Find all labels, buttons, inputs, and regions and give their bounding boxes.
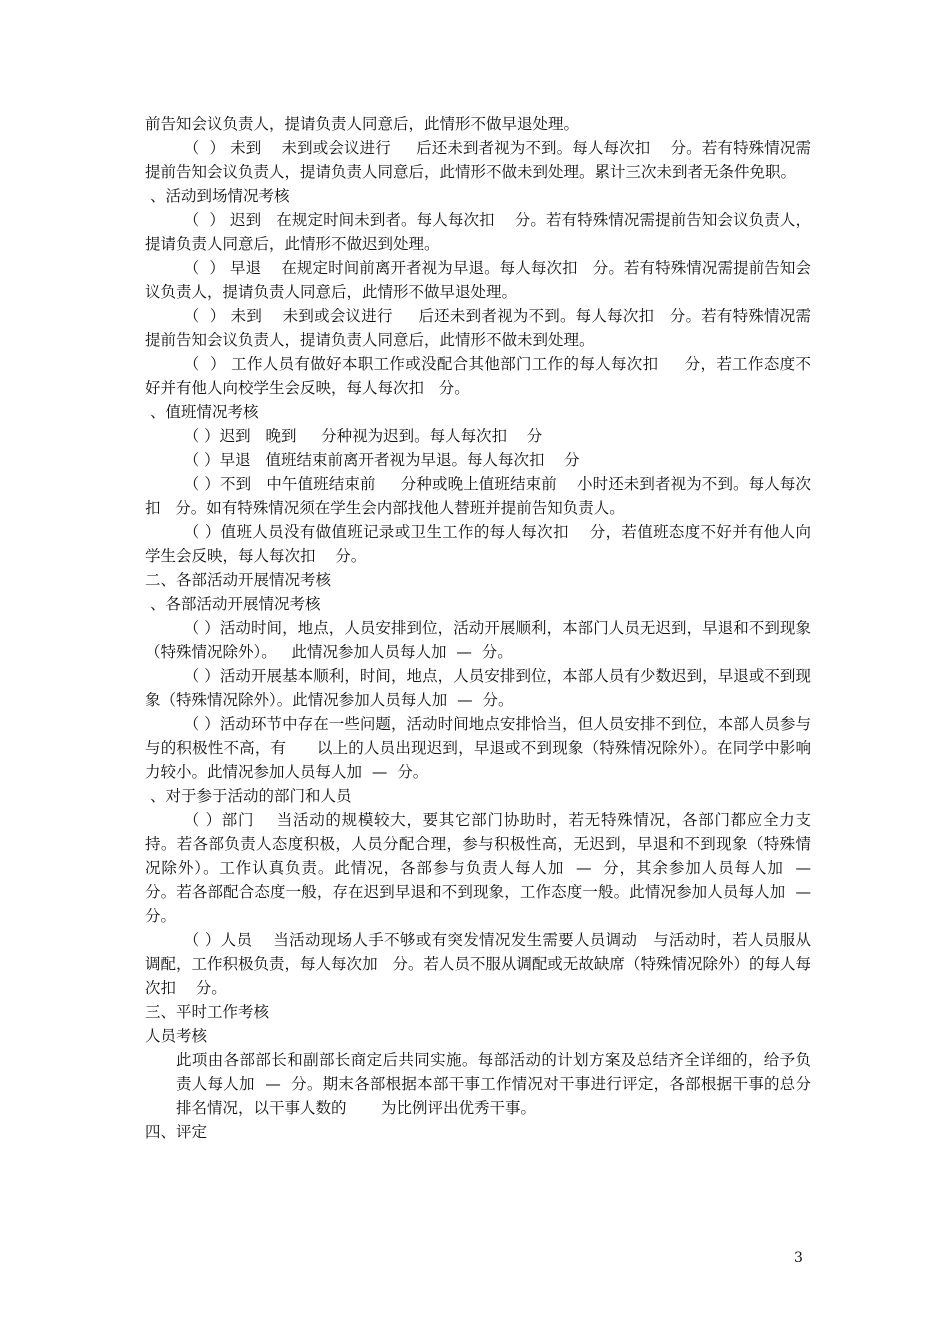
paragraph: （ ） 早退 在规定时间前离开者视为早退。每人每次扣 分。若有特殊情况需提前告知会议负责人，提请负责人同意后，此情形不做早退处理。 <box>145 259 811 301</box>
section-heading: 四、评定 <box>145 1123 208 1141</box>
paragraph: （ ）迟到 晚到 分种视为迟到。每人每次扣 分 <box>183 427 543 445</box>
paragraph: （ ）活动环节中存在一些问题，活动时间地点安排恰当，但人员安排不到位，本部人员参与与的积极性不高，有 以上的人员出现迟到，早退或不到现象（特殊情况除外）。在同学中影响力较小。此情况参加人员每人加 — 分。 <box>145 715 811 781</box>
paragraph: （ ）不到 中午值班结束前 分种或晚上值班结束前 小时还未到者视为不到。每人每次扣 分。如有特殊情况须在学生会内部找他人替班并提前告知负责人。 <box>145 475 811 517</box>
paragraph: （ ）值班人员没有做值班记录或卫生工作的每人每次扣 分，若值班态度不好并有他人向学生会反映，每人每次扣 分。 <box>145 523 811 565</box>
paragraph: （ ）活动时间，地点，人员安排到位，活动开展顺利，本部门人员无迟到，早退和不到现象（特殊情况除外）。 此情况参加人员每人加 — 分。 <box>145 619 811 661</box>
paragraph: 此项由各部部长和副部长商定后共同实施。每部活动的计划方案及总结齐全详细的，给予负责人每人加 — 分。期末各部根据本部干事工作情况对干事进行评定，各部根据干事的总分排名情况，以干事人数的 为比例评出优秀干事。 <box>176 1051 811 1117</box>
section-heading: 三、平时工作考核 <box>145 1003 270 1021</box>
paragraph: （ ）早退 值班结束前离开者视为早退。每人每次扣 分 <box>183 451 580 469</box>
section-heading: 、对于参于活动的部门和人员 <box>145 787 352 805</box>
paragraph: （ ）活动开展基本顺利，时间，地点，人员安排到位，本部人员有少数迟到，早退或不到现象（特殊情况除外）。此情况参加人员每人加 — 分。 <box>145 667 811 709</box>
paragraph: （ ） 工作人员有做好本职工作或没配合其他部门工作的每人每次扣 分，若工作态度不好并有他人向校学生会反映，每人每次扣 分。 <box>145 355 811 397</box>
section-heading: 、活动到场情况考核 <box>145 187 290 205</box>
page-number: 3 <box>794 1250 803 1266</box>
section-heading: 、各部活动开展情况考核 <box>145 595 321 613</box>
section-heading: 人员考核 <box>145 1027 208 1045</box>
paragraph: （ ） 迟到 在规定时间未到者。每人每次扣 分。若有特殊情况需提前告知会议负责人，提请负责人同意后，此情形不做迟到处理。 <box>145 211 811 253</box>
paragraph: （ ） 未到 未到或会议进行 后还未到者视为不到。每人每次扣 分。若有特殊情况需提前告知会议负责人，提请负责人同意后，此情形不做未到处理。 <box>145 307 811 349</box>
document-body <box>145 112 821 1144</box>
section-heading: 二、各部活动开展情况考核 <box>145 571 332 589</box>
paragraph: （ ） 未到 未到或会议进行 后还未到者视为不到。每人每次扣 分。若有特殊情况需提前告知会议负责人，提请负责人同意后，此情形不做未到处理。累计三次未到者无条件免职。 <box>145 139 811 181</box>
section-heading: 、值班情况考核 <box>145 403 259 421</box>
paragraph: （ ）部门 当活动的规模较大，要其它部门协助时，若无特殊情况，各部门都应全力支持。若各部负责人态度积极，人员分配合理，参与积极性高，无迟到，早退和不到现象（特殊情况除外）。工作认真负责。此情况，各部参与负责人每人加 — 分，其余参加人员每人加 — 分。若各部配合态度一般，存在迟到早退和不到现象，工作态度一般。此情况参加人员每人加 — 分。 <box>145 811 821 925</box>
section-heading: 前告知会议负责人，提请负责人同意后，此情形不做早退处理。 <box>145 115 580 133</box>
paragraph: （ ）人员 当活动现场人手不够或有突发情况发生需要人员调动 与活动时，若人员服从调配，工作积极负责，每人每次加 分。若人员不服从调配或无故缺席（特殊情况除外）的每人每次扣 分。 <box>145 931 811 997</box>
